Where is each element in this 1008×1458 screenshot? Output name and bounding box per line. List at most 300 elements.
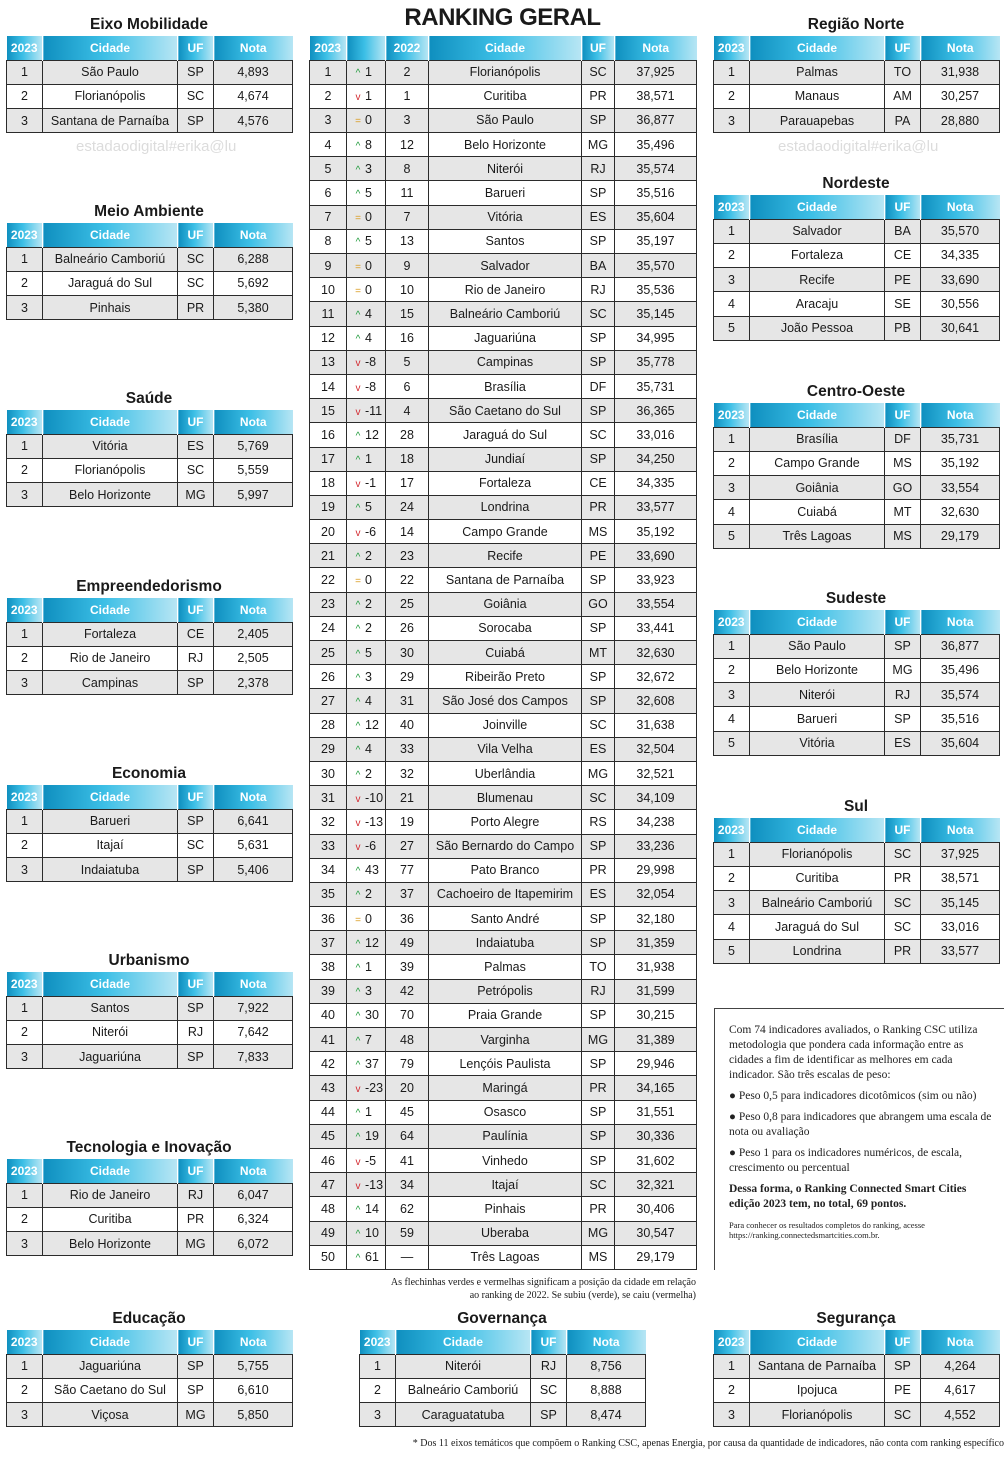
col-2023: 2023 — [7, 1159, 43, 1183]
cell-rank-2022: 2 — [386, 60, 429, 84]
ranking-note: As flechinhas verdes e vermelhas significam a posição da cidade em relação ao ranking de 2022. Se subiu (verde), se caiu (vermelha) — [390, 1277, 696, 1301]
cell-rank: 3 — [7, 109, 43, 133]
cell-score: 30,406 — [615, 1197, 697, 1221]
cell-city: Recife — [750, 268, 885, 292]
cell-rank-2023: 15 — [310, 399, 347, 423]
cell-score: 4,674 — [214, 84, 293, 108]
cell-uf: SP — [178, 1045, 214, 1069]
col-score: Nota — [214, 972, 293, 996]
table-row — [714, 500, 1000, 524]
arrow-up-icon: ^ — [355, 696, 361, 708]
cell-city: São Paulo — [429, 108, 582, 132]
table-row — [310, 1076, 697, 1100]
cell-city: Barueri — [750, 707, 885, 731]
col-2023: 2023 — [714, 1330, 750, 1354]
cell-score: 4,617 — [921, 1378, 1000, 1402]
cell-score: 35,604 — [615, 205, 697, 229]
cell-uf: SP — [582, 181, 615, 205]
arrow-down-icon: v — [355, 842, 361, 854]
governanca-block — [359, 1308, 645, 1427]
cell-rank: 4 — [714, 292, 750, 316]
saude-table — [6, 410, 293, 507]
cell-city: Pinhais — [429, 1197, 582, 1221]
variation-value: 8 — [365, 137, 372, 152]
cell-score: 5,755 — [214, 1354, 293, 1378]
variation-value: 3 — [365, 984, 372, 999]
table-row — [7, 458, 293, 482]
watermark: estadaodigital#erika@lu — [76, 138, 237, 155]
variation-value: 3 — [365, 669, 372, 684]
cell-uf: PR — [582, 1076, 615, 1100]
cell-variation — [347, 955, 386, 979]
table-row — [310, 157, 697, 181]
col-uf: UF — [178, 1159, 214, 1183]
variation-value: 37 — [365, 1056, 379, 1071]
cell-city: Fortaleza — [750, 243, 885, 267]
cell-score: 33,554 — [921, 476, 1000, 500]
equal-icon: = — [355, 213, 361, 225]
table-row — [7, 1403, 293, 1427]
table-row — [310, 858, 697, 882]
variation-value: -6 — [365, 839, 377, 854]
cell-city: Aracaju — [750, 292, 885, 316]
cell-score: 30,215 — [615, 1003, 697, 1027]
cell-score: 5,692 — [214, 271, 293, 295]
variation-value: 61 — [365, 1250, 379, 1265]
cell-city: São Caetano do Sul — [429, 399, 582, 423]
cell-variation — [347, 665, 386, 689]
cell-rank-2022: 9 — [386, 254, 429, 278]
cell-uf: SP — [582, 447, 615, 471]
cell-city: Niterói — [396, 1354, 531, 1378]
cell-rank: 5 — [714, 939, 750, 963]
cell-score: 34,109 — [615, 786, 697, 810]
col-2023: 2023 — [714, 195, 750, 219]
arrow-up-icon: ^ — [355, 1132, 361, 1144]
variation-value: -11 — [365, 403, 383, 418]
cell-uf: RJ — [582, 278, 615, 302]
col-uf: UF — [178, 410, 214, 434]
cell-rank-2022: 8 — [386, 157, 429, 181]
table-row — [714, 109, 1000, 133]
cell-rank-2022: 15 — [386, 302, 429, 326]
cell-score: 35,604 — [921, 731, 1000, 755]
cell-rank: 2 — [714, 1378, 750, 1402]
cell-city: Brasília — [750, 427, 885, 451]
cell-score: 36,365 — [615, 399, 697, 423]
sul-table — [713, 818, 1000, 964]
cell-city: Balneário Camboriú — [43, 247, 178, 271]
cell-city: Pinhais — [43, 296, 178, 320]
cell-score: 35,145 — [615, 302, 697, 326]
section-title: Centro-Oeste — [806, 383, 906, 400]
cell-rank-2022: 24 — [386, 495, 429, 519]
col-score: Nota — [214, 410, 293, 434]
cell-rank: 3 — [7, 483, 43, 507]
cell-uf: SC — [582, 302, 615, 326]
cell-score: 34,238 — [615, 810, 697, 834]
empreendedorismo-block — [6, 576, 292, 695]
cell-score: 35,778 — [615, 350, 697, 374]
cell-uf: SP — [531, 1403, 567, 1427]
cell-uf: SP — [178, 60, 214, 84]
variation-value: 10 — [365, 1226, 379, 1241]
arrow-down-icon: v — [355, 382, 361, 394]
cell-rank-2023: 50 — [310, 1245, 347, 1269]
cell-rank-2022: 70 — [386, 1003, 429, 1027]
cell-score: 6,610 — [214, 1378, 293, 1402]
cell-rank-2023: 12 — [310, 326, 347, 350]
variation-value: 2 — [365, 766, 372, 781]
cell-uf: DF — [582, 374, 615, 398]
cell-score: 4,552 — [921, 1403, 1000, 1427]
table-row — [310, 399, 697, 423]
cell-city: Jaguariúna — [43, 1354, 178, 1378]
section-title: Eixo Mobilidade — [90, 16, 208, 33]
cell-rank-2023: 47 — [310, 1173, 347, 1197]
cell-score: 33,236 — [615, 834, 697, 858]
cell-city: Praia Grande — [429, 1003, 582, 1027]
table-row — [310, 181, 697, 205]
cell-score: 32,054 — [615, 882, 697, 906]
cell-rank-2022: 64 — [386, 1124, 429, 1148]
cell-city: Manaus — [750, 84, 885, 108]
table-row — [7, 1020, 293, 1044]
sudeste-block — [713, 588, 999, 756]
variation-value: -13 — [365, 814, 384, 829]
variation-value: 0 — [365, 573, 372, 588]
col-uf: UF — [178, 598, 214, 622]
cell-rank-2022: 39 — [386, 955, 429, 979]
variation-value: 5 — [365, 645, 372, 660]
table-row — [310, 278, 697, 302]
col-uf: UF — [885, 403, 921, 427]
table-row — [714, 524, 1000, 548]
arrow-up-icon: ^ — [355, 189, 361, 201]
table-row — [310, 1197, 697, 1221]
col-city: Cidade — [43, 785, 178, 809]
col-2023: 2023 — [714, 610, 750, 634]
cell-rank-2022: 19 — [386, 810, 429, 834]
cell-variation — [347, 1052, 386, 1076]
cell-rank-2023: 7 — [310, 205, 347, 229]
cell-rank-2023: 9 — [310, 254, 347, 278]
cell-uf: MS — [885, 451, 921, 475]
table-row — [310, 1003, 697, 1027]
cell-uf: PB — [885, 316, 921, 340]
variation-value: 4 — [365, 306, 372, 321]
cell-variation — [347, 1100, 386, 1124]
cell-variation — [347, 84, 386, 108]
cell-variation — [347, 1221, 386, 1245]
arrow-up-icon: ^ — [355, 963, 361, 975]
cell-rank-2022: 23 — [386, 544, 429, 568]
cell-variation — [347, 181, 386, 205]
table-row — [7, 646, 293, 670]
cell-rank: 3 — [714, 683, 750, 707]
cell-uf: CE — [178, 622, 214, 646]
cell-city: Ipojuca — [750, 1378, 885, 1402]
cell-rank-2022: 79 — [386, 1052, 429, 1076]
cell-uf: SC — [178, 84, 214, 108]
cell-rank: 3 — [714, 476, 750, 500]
table-row — [310, 1100, 697, 1124]
table-row — [7, 996, 293, 1020]
cell-score: 5,406 — [214, 858, 293, 882]
cell-city: Petrópolis — [429, 979, 582, 1003]
cell-variation — [347, 447, 386, 471]
cell-uf: MG — [178, 1403, 214, 1427]
cell-score: 34,335 — [921, 243, 1000, 267]
cell-score: 35,516 — [921, 707, 1000, 731]
table-row — [310, 931, 697, 955]
cell-city: Jaraguá do Sul — [750, 915, 885, 939]
cell-rank: 1 — [714, 842, 750, 866]
cell-uf: BA — [582, 254, 615, 278]
cell-city: São Caetano do Sul — [43, 1378, 178, 1402]
cell-rank: 1 — [7, 60, 43, 84]
cell-rank-2023: 8 — [310, 229, 347, 253]
table-row — [714, 915, 1000, 939]
arrow-up-icon: ^ — [355, 672, 361, 684]
cell-uf: RJ — [178, 1183, 214, 1207]
cell-rank: 2 — [714, 451, 750, 475]
col-uf: UF — [885, 36, 921, 60]
cell-city: Santo André — [429, 907, 582, 931]
cell-city: Fortaleza — [43, 622, 178, 646]
col-2023: 2023 — [7, 36, 43, 60]
arrow-up-icon: ^ — [355, 1108, 361, 1120]
cell-variation — [347, 931, 386, 955]
cell-rank-2023: 38 — [310, 955, 347, 979]
cell-rank-2023: 39 — [310, 979, 347, 1003]
cell-score: 33,577 — [921, 939, 1000, 963]
table-row — [7, 60, 293, 84]
cell-score: 29,946 — [615, 1052, 697, 1076]
cell-score: 33,016 — [615, 423, 697, 447]
section-title: Segurança — [816, 1310, 896, 1327]
arrow-up-icon: ^ — [355, 503, 361, 515]
cell-score: 31,602 — [615, 1148, 697, 1172]
table-row — [310, 447, 697, 471]
cell-rank: 3 — [714, 1403, 750, 1427]
table-row — [7, 434, 293, 458]
col-variation — [347, 36, 386, 60]
cell-rank-2022: 37 — [386, 882, 429, 906]
cell-rank-2023: 14 — [310, 374, 347, 398]
variation-value: 4 — [365, 331, 372, 346]
section-title: Educação — [112, 1310, 186, 1327]
col-2023: 2023 — [714, 36, 750, 60]
table-row — [714, 268, 1000, 292]
cell-score: 35,197 — [615, 229, 697, 253]
table-row — [714, 891, 1000, 915]
cell-uf: PR — [582, 84, 615, 108]
cell-score: 2,405 — [214, 622, 293, 646]
cell-city: Niterói — [43, 1020, 178, 1044]
cell-city: Rio de Janeiro — [43, 1183, 178, 1207]
cell-variation — [347, 713, 386, 737]
cell-score: 6,047 — [214, 1183, 293, 1207]
cell-score: 36,877 — [615, 108, 697, 132]
arrow-up-icon: ^ — [355, 1035, 361, 1047]
cell-uf: RJ — [531, 1354, 567, 1378]
cell-rank-2023: 36 — [310, 907, 347, 931]
cell-rank: 5 — [714, 316, 750, 340]
cell-rank-2023: 27 — [310, 689, 347, 713]
cell-score: 4,893 — [214, 60, 293, 84]
cell-uf: SP — [582, 616, 615, 640]
cell-rank-2022: 4 — [386, 399, 429, 423]
col-uf: UF — [885, 610, 921, 634]
col-city: Cidade — [750, 610, 885, 634]
equal-icon: = — [355, 914, 361, 926]
variation-value: 0 — [365, 258, 372, 273]
cell-uf: PR — [178, 1207, 214, 1231]
col-score: Nota — [921, 403, 1000, 427]
cell-city: Ribeirão Preto — [429, 665, 582, 689]
footnote: * Dos 11 eixos temáticos que compõem o Ranking CSC, apenas Energia, por causa da quantidade de indicadores, não conta com ranking específico — [412, 1438, 1004, 1449]
cell-rank-2022: — — [386, 1245, 429, 1269]
cell-rank-2023: 48 — [310, 1197, 347, 1221]
cell-score: 35,192 — [615, 520, 697, 544]
cell-uf: MT — [885, 500, 921, 524]
sul-block — [713, 796, 999, 964]
cell-score: 38,571 — [615, 84, 697, 108]
cell-city: Porto Alegre — [429, 810, 582, 834]
cell-rank: 5 — [714, 524, 750, 548]
regiao-norte-block — [713, 14, 999, 133]
cell-score: 8,756 — [567, 1354, 646, 1378]
cell-rank-2022: 45 — [386, 1100, 429, 1124]
cell-rank-2022: 16 — [386, 326, 429, 350]
table-row — [7, 1045, 293, 1069]
cell-rank-2022: 22 — [386, 568, 429, 592]
cell-rank: 2 — [7, 833, 43, 857]
variation-value: 19 — [365, 1129, 379, 1144]
cell-rank-2022: 3 — [386, 108, 429, 132]
cell-rank-2023: 17 — [310, 447, 347, 471]
cell-rank-2023: 33 — [310, 834, 347, 858]
col-city: Cidade — [43, 410, 178, 434]
cell-rank-2022: 5 — [386, 350, 429, 374]
cell-variation — [347, 423, 386, 447]
cell-city: Balneário Camboriú — [750, 891, 885, 915]
cell-variation — [347, 737, 386, 761]
cell-uf: PE — [885, 1378, 921, 1402]
cell-city: Vila Velha — [429, 737, 582, 761]
section-title: Meio Ambiente — [94, 203, 204, 220]
table-row — [7, 1207, 293, 1231]
cell-uf: SC — [582, 713, 615, 737]
cell-rank-2023: 37 — [310, 931, 347, 955]
eixo-mobilidade-table — [6, 36, 293, 133]
section-title: Saúde — [125, 390, 173, 407]
cell-uf: PR — [178, 296, 214, 320]
cell-rank: 3 — [7, 296, 43, 320]
col-2022: 2022 — [386, 36, 429, 60]
col-city: Cidade — [43, 1159, 178, 1183]
cell-score: 31,938 — [921, 60, 1000, 84]
table-row — [310, 374, 697, 398]
cell-rank: 2 — [7, 458, 43, 482]
cell-city: Belo Horizonte — [43, 483, 178, 507]
cell-uf: SP — [178, 858, 214, 882]
cell-rank: 1 — [714, 1354, 750, 1378]
arrow-up-icon: ^ — [355, 769, 361, 781]
variation-value: -8 — [365, 379, 377, 394]
col-score: Nota — [567, 1330, 646, 1354]
cell-score: 30,556 — [921, 292, 1000, 316]
cell-city: Niterói — [429, 157, 582, 181]
cell-rank: 3 — [714, 109, 750, 133]
cell-rank: 3 — [7, 671, 43, 695]
cell-city: Barueri — [429, 181, 582, 205]
cell-rank-2022: 77 — [386, 858, 429, 882]
col-2023: 2023 — [7, 972, 43, 996]
cell-rank-2022: 34 — [386, 1173, 429, 1197]
col-2023: 2023 — [310, 36, 347, 60]
cell-variation — [347, 108, 386, 132]
educacao-block — [6, 1308, 292, 1427]
cell-uf: SP — [885, 1354, 921, 1378]
cell-city: Curitiba — [750, 866, 885, 890]
methodology-bullet: ● Peso 0,5 para indicadores dicotômicos (sim ou não) — [729, 1090, 977, 1102]
table-row — [310, 955, 697, 979]
cell-score: 37,925 — [921, 842, 1000, 866]
cell-rank: 3 — [714, 891, 750, 915]
cell-rank-2022: 36 — [386, 907, 429, 931]
col-2023: 2023 — [360, 1330, 396, 1354]
section-title: Economia — [111, 765, 187, 782]
cell-uf: PR — [582, 858, 615, 882]
arrow-up-icon: ^ — [355, 938, 361, 950]
cell-uf: SC — [885, 842, 921, 866]
cell-uf: SC — [582, 423, 615, 447]
cell-city: Brasília — [429, 374, 582, 398]
cell-score: 8,888 — [567, 1378, 646, 1402]
cell-rank-2022: 7 — [386, 205, 429, 229]
cell-city: Três Lagoas — [750, 524, 885, 548]
cell-city: Santos — [429, 229, 582, 253]
governanca-table — [359, 1330, 646, 1427]
educacao-table — [6, 1330, 293, 1427]
cell-score: 6,641 — [214, 809, 293, 833]
cell-city: João Pessoa — [750, 316, 885, 340]
cell-rank-2023: 35 — [310, 882, 347, 906]
table-row — [7, 296, 293, 320]
cell-city: São Bernardo do Campo — [429, 834, 582, 858]
methodology-intro: Com 74 indicadores avaliados, o Ranking CSC utiliza metodologia que pondera cada informação entre as cidades a fim de identificar as melhores em cada indicador. São três escalas de peso: — [729, 1024, 978, 1081]
cell-city: Itajaí — [43, 833, 178, 857]
table-row — [310, 1148, 697, 1172]
table-row — [7, 247, 293, 271]
cell-city: Curitiba — [429, 84, 582, 108]
cell-score: 32,630 — [921, 500, 1000, 524]
col-uf: UF — [531, 1330, 567, 1354]
table-row — [714, 60, 1000, 84]
col-score: Nota — [921, 195, 1000, 219]
cell-city: Salvador — [429, 254, 582, 278]
cell-score: 35,570 — [921, 219, 1000, 243]
cell-city: Vitória — [43, 434, 178, 458]
arrow-up-icon: ^ — [355, 68, 361, 80]
cell-rank-2023: 3 — [310, 108, 347, 132]
cell-score: 35,145 — [921, 891, 1000, 915]
cell-score: 33,577 — [615, 495, 697, 519]
table-row — [310, 641, 697, 665]
cell-uf: SP — [582, 326, 615, 350]
